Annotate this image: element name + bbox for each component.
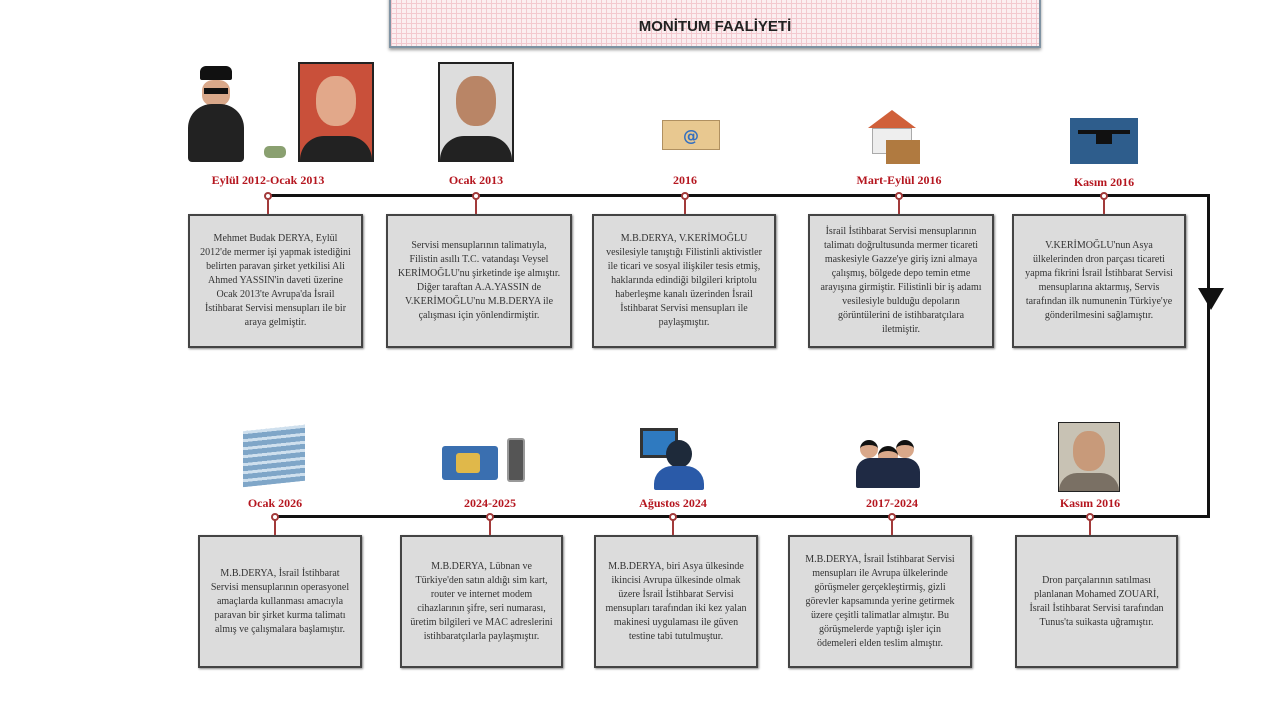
event-date: Ağustos 2024	[639, 496, 707, 510]
arrow-down-icon	[1198, 288, 1224, 310]
event-marker	[486, 513, 494, 521]
event-date: Ocak 2013	[448, 173, 504, 187]
event-date: Kasım 2016	[1073, 175, 1135, 189]
event-box: M.B.DERYA, İsrail İstihbarat Servisi mensupları ile Avrupa ülkelerinde görüşmeler gerçekleştirmiş, gizli görevler kapsamında yerine getirmek üzere çeşitli talimatlar almıştır. Bu görüşmelerde yaptığı işler için ödemeleri elden teslim almıştır.	[788, 535, 972, 668]
drone-icon	[1070, 118, 1138, 164]
event-connector	[475, 198, 477, 214]
event-date: Ocak 2026	[247, 496, 303, 510]
computer-user-icon	[640, 426, 704, 490]
event-date: Kasım 2016	[1059, 496, 1121, 510]
event-box: M.B.DERYA, Lübnan ve Türkiye'den satın aldığı sim kart, router ve internet modem cihazlarının şifre, seri numarası, üretim bilgileri ve MAC adreslerini istihbaratçılarla paylaşmıştır.	[400, 535, 563, 668]
event-box: İsrail İstihbarat Servisi mensuplarının talimatı doğrultusunda mermer ticareti maskesiyle Gazze'ye giriş izni almaya çalışmış, bölgede depo temin etme arayışına girmiştir. Filistinli bir iş adamı vesilesiyle bulduğu depoların görüntülerini de istihbaratçılara iletmiştir.	[808, 214, 994, 348]
event-box: M.B.DERYA, biri Asya ülkesinde ikincisi Avrupa ülkesinde olmak üzere İsrail İstihbarat Servisi mensupları tarafından iki kez yalan makinesi uygulaması ile güven testine tabi tutulmuştur.	[594, 535, 758, 668]
event-box: V.KERİMOĞLU'nun Asya ülkelerinden dron parçası ticareti yapma fikrini İsrail İstihbarat Servisi mensuplarına aktarmış, Servis tarafından ilk numunenin Türkiye'ye gönderilmesini sağlamıştır.	[1012, 214, 1186, 348]
event-connector	[1089, 519, 1091, 535]
event-marker	[669, 513, 677, 521]
event-date: Mart-Eylül 2016	[856, 173, 942, 187]
event-marker	[1100, 192, 1108, 200]
event-date: 2016	[673, 173, 697, 187]
handshake-icon	[264, 146, 286, 158]
event-date: Eylül 2012-Ocak 2013	[211, 173, 325, 187]
event-box: M.B.DERYA, V.KERİMOĞLU vesilesiyle tanıştığı Filistinli aktivistler ile ticari ve sosyal ilişkiler tesis etmiş, haklarında edindiği bilgileri kriptolu haberleşme kanalı üzerinden İsrail İstihbarat Servisi mensupları ile paylaşmıştır.	[592, 214, 776, 348]
event-connector	[274, 519, 276, 535]
person-photo-zouari	[1058, 422, 1120, 492]
diagram-title: MONİTUM FAALİYETİ	[638, 17, 792, 35]
event-connector	[891, 519, 893, 535]
timeline-top-line	[268, 194, 1210, 197]
event-marker	[895, 192, 903, 200]
event-box: Servisi mensuplarının talimatıyla, Filistin asıllı T.C. vatandaşı Veysel KERİMOĞLU'nu şirketinde işe almıştır. Diğer taraftan A.A.YASSIN de V.KERİMOĞLU'nu M.B.DERYA ile çalışması için yönlendirmiştir.	[386, 214, 572, 348]
mobile-phone-icon	[507, 438, 525, 482]
event-marker	[472, 192, 480, 200]
event-marker	[271, 513, 279, 521]
event-date: 2024-2025	[464, 496, 516, 510]
event-date: 2017-2024	[866, 496, 918, 510]
event-box: Mehmet Budak DERYA, Eylül 2012'de mermer işi yapmak istediğini belirten paravan şirket yetkilisi Ali Ahmed YASSIN'in daveti üzerine Ocak 2013'te Avrupa'da İsrail İstihbarat Servisi mensupları ile bir araya gelmiştir.	[188, 214, 363, 348]
warehouse-boxes-icon	[866, 110, 922, 166]
event-box: Dron parçalarının satılması planlanan Mohamed ZOUARİ, İsrail İstihbarat Servisi tarafından Tunus'ta suikasta uğramıştır.	[1015, 535, 1178, 668]
person-photo-2	[438, 62, 514, 162]
event-connector	[898, 198, 900, 214]
event-connector	[684, 198, 686, 214]
email-envelope-icon: @	[662, 120, 720, 150]
event-connector	[489, 519, 491, 535]
timeline-right-connector	[1207, 194, 1210, 518]
event-connector	[267, 198, 269, 214]
sim-card-icon	[442, 446, 498, 480]
event-marker	[1086, 513, 1094, 521]
group-agents-icon	[856, 432, 920, 488]
event-connector	[1103, 198, 1105, 214]
timeline-bottom-line	[275, 515, 1210, 518]
event-connector	[672, 519, 674, 535]
spy-icon	[188, 66, 244, 162]
person-photo-1	[298, 62, 374, 162]
event-marker	[681, 192, 689, 200]
office-building-icon	[243, 425, 305, 488]
event-box: M.B.DERYA, İsrail İstihbarat Servisi mensuplarının operasyonel amaçlarda kullanması amacıyla paravan bir şirket kurma talimatı almış ve çalışmalara başlamıştır.	[198, 535, 362, 668]
event-marker	[888, 513, 896, 521]
event-marker	[264, 192, 272, 200]
diagram-title-banner	[389, 0, 1041, 48]
